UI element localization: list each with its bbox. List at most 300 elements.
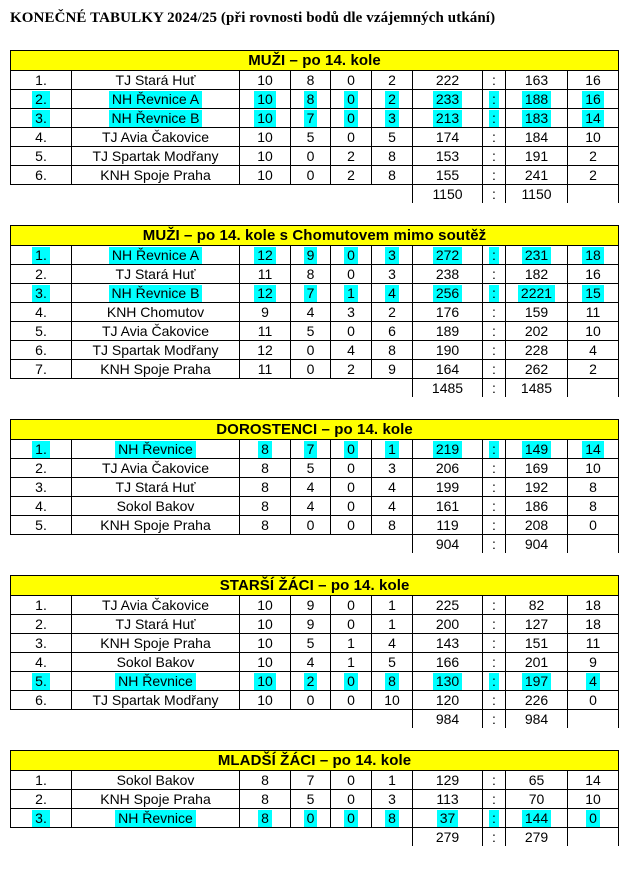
- cell-games: [240, 341, 291, 360]
- table-row: [11, 596, 619, 615]
- cell-losses: [372, 459, 413, 478]
- table-row: [11, 109, 619, 128]
- cell-text: 202: [524, 323, 549, 339]
- cell-score-for: [413, 360, 483, 379]
- cell-text: 262: [524, 361, 549, 377]
- cell-position: [11, 360, 72, 379]
- cell-text: 10: [585, 791, 601, 807]
- cell-draws: [331, 790, 372, 809]
- cell-text: 0: [306, 148, 315, 164]
- cell-text: 3.: [35, 479, 47, 495]
- cell-losses: [372, 322, 413, 341]
- cell-team: [72, 615, 240, 634]
- total-score-for: 904: [413, 535, 483, 554]
- table-row: [11, 360, 619, 379]
- cell-colon: [483, 109, 506, 128]
- cell-games: [240, 615, 291, 634]
- cell-games: [240, 672, 291, 691]
- cell-wins: [291, 128, 331, 147]
- table-row: [11, 90, 619, 109]
- cell-position: [11, 653, 72, 672]
- total-colon: :: [483, 185, 506, 204]
- cell-losses: [372, 634, 413, 653]
- cell-text: :: [492, 517, 496, 533]
- cell-losses: [372, 360, 413, 379]
- cell-text: 1: [347, 635, 355, 651]
- cell-team: [72, 109, 240, 128]
- cell-text: TJ Spartak Modřany: [92, 692, 219, 708]
- cell-text: 14: [582, 441, 604, 458]
- cell-position: [11, 90, 72, 109]
- cell-draws: [331, 284, 372, 303]
- table-row: [11, 653, 619, 672]
- cell-text: 2: [589, 167, 597, 183]
- cell-text: 231: [522, 247, 551, 264]
- cell-text: 4.: [35, 498, 47, 514]
- cell-text: 0: [589, 517, 597, 533]
- cell-text: 11: [257, 266, 273, 282]
- cell-text: 8: [261, 772, 269, 788]
- cell-games: [240, 634, 291, 653]
- cell-text: 8: [385, 810, 399, 827]
- table-body: [11, 71, 619, 185]
- cell-text: 8: [388, 148, 396, 164]
- cell-text: 3: [388, 266, 396, 282]
- cell-score-against: [506, 147, 568, 166]
- cell-score-for: [413, 672, 483, 691]
- cell-text: Sokol Bakov: [116, 654, 195, 670]
- cell-text: 11: [257, 323, 273, 339]
- total-score-against: 904: [506, 535, 568, 554]
- cell-score-for: [413, 90, 483, 109]
- cell-games: [240, 497, 291, 516]
- cell-text: :: [492, 342, 496, 358]
- cell-score-for: [413, 691, 483, 710]
- cell-text: 4: [589, 342, 597, 358]
- cell-text: NH Řevnice B: [109, 110, 203, 127]
- cell-score-against: [506, 71, 568, 90]
- cell-text: 15: [582, 285, 604, 302]
- table-row: [11, 615, 619, 634]
- cell-losses: [372, 246, 413, 265]
- cell-text: 16: [585, 72, 601, 88]
- cell-score-against: [506, 128, 568, 147]
- cell-text: 199: [435, 479, 460, 495]
- cell-text: 272: [433, 247, 462, 264]
- cell-text: 8: [261, 517, 269, 533]
- cell-text: 228: [524, 342, 549, 358]
- cell-colon: [483, 691, 506, 710]
- cell-draws: [331, 71, 372, 90]
- cell-text: 0: [306, 361, 315, 377]
- document-title: KONEČNÉ TABULKY 2024/25 (při rovnosti bodů dle vzájemných utkání): [10, 10, 496, 26]
- cell-text: 5: [306, 791, 315, 807]
- cell-text: 208: [524, 517, 549, 533]
- cell-text: KNH Chomutov: [106, 304, 205, 320]
- cell-draws: [331, 634, 372, 653]
- cell-text: 1.: [35, 597, 47, 613]
- cell-text: 241: [524, 167, 549, 183]
- cell-text: TJ Stará Huť: [115, 72, 196, 88]
- cell-text: 1: [388, 772, 396, 788]
- total-score-against: 1485: [506, 379, 568, 398]
- cell-text: 5.: [35, 148, 47, 164]
- cell-wins: [291, 147, 331, 166]
- cell-wins: [291, 653, 331, 672]
- cell-score-against: [506, 615, 568, 634]
- cell-score-against: [506, 634, 568, 653]
- table-row: [11, 265, 619, 284]
- cell-score-against: [506, 596, 568, 615]
- table-row: [11, 341, 619, 360]
- cell-text: :: [492, 167, 496, 183]
- cell-text: 153: [435, 148, 460, 164]
- cell-score-against: [506, 303, 568, 322]
- cell-text: 1.: [32, 441, 50, 458]
- cell-text: 5: [306, 129, 315, 145]
- cell-text: 219: [433, 441, 462, 458]
- cell-wins: [291, 634, 331, 653]
- cell-games: [240, 246, 291, 265]
- cell-text: 10: [585, 460, 601, 476]
- cell-text: 11: [585, 635, 601, 651]
- cell-score-against: [506, 771, 568, 790]
- cell-position: [11, 265, 72, 284]
- total-spacer: [11, 710, 413, 729]
- cell-text: TJ Stará Huť: [115, 266, 196, 282]
- cell-score-for: [413, 71, 483, 90]
- table-body: [11, 246, 619, 379]
- cell-losses: [372, 672, 413, 691]
- cell-text: :: [489, 247, 499, 264]
- cell-text: 2.: [32, 91, 50, 108]
- cell-text: 5: [306, 460, 315, 476]
- cell-colon: [483, 497, 506, 516]
- cell-text: 2: [347, 148, 355, 164]
- cell-wins: [291, 322, 331, 341]
- cell-draws: [331, 360, 372, 379]
- cell-draws: [331, 478, 372, 497]
- cell-text: 159: [524, 304, 549, 320]
- cell-text: 12: [257, 342, 273, 358]
- cell-text: 201: [524, 654, 549, 670]
- cell-wins: [291, 615, 331, 634]
- cell-position: [11, 596, 72, 615]
- cell-position: [11, 71, 72, 90]
- cell-text: :: [492, 72, 496, 88]
- cell-text: NH Řevnice: [115, 810, 196, 827]
- cell-text: 4.: [35, 654, 47, 670]
- cell-games: [240, 596, 291, 615]
- cell-position: [11, 109, 72, 128]
- cell-text: 1: [385, 441, 399, 458]
- cell-text: 0: [344, 673, 358, 690]
- league-table: [10, 50, 619, 203]
- cell-points: [568, 284, 619, 303]
- table-row: [11, 128, 619, 147]
- cell-draws: [331, 691, 372, 710]
- cell-position: [11, 284, 72, 303]
- table-title: MUŽI – po 14. kole: [11, 51, 619, 71]
- cell-colon: [483, 771, 506, 790]
- cell-text: 4: [385, 285, 399, 302]
- cell-text: 3: [347, 304, 355, 320]
- cell-score-for: [413, 459, 483, 478]
- total-points-empty: [568, 185, 619, 204]
- cell-games: [240, 653, 291, 672]
- cell-text: 0: [347, 479, 355, 495]
- cell-draws: [331, 246, 372, 265]
- cell-text: 0: [347, 129, 355, 145]
- cell-losses: [372, 478, 413, 497]
- cell-text: 188: [522, 91, 551, 108]
- cell-text: 184: [524, 129, 549, 145]
- cell-text: 4: [306, 498, 315, 514]
- cell-text: 8: [388, 167, 396, 183]
- cell-losses: [372, 497, 413, 516]
- cell-text: 2: [347, 167, 355, 183]
- table-row: [11, 516, 619, 535]
- cell-text: 0: [347, 692, 355, 708]
- table-row: [11, 809, 619, 828]
- cell-text: :: [492, 616, 496, 632]
- cell-text: :: [492, 266, 496, 282]
- cell-text: 8: [258, 810, 272, 827]
- cell-losses: [372, 809, 413, 828]
- cell-games: [240, 90, 291, 109]
- cell-text: 197: [522, 673, 551, 690]
- cell-score-against: [506, 360, 568, 379]
- cell-games: [240, 440, 291, 459]
- total-spacer: [11, 828, 413, 847]
- cell-draws: [331, 596, 372, 615]
- cell-text: 10: [257, 167, 273, 183]
- cell-text: 70: [528, 791, 545, 807]
- cell-position: [11, 246, 72, 265]
- cell-text: 192: [524, 479, 549, 495]
- cell-points: [568, 459, 619, 478]
- total-colon: :: [483, 828, 506, 847]
- cell-text: :: [492, 654, 496, 670]
- cell-draws: [331, 497, 372, 516]
- cell-text: 1.: [35, 72, 47, 88]
- cell-position: [11, 790, 72, 809]
- cell-text: 4: [586, 673, 600, 690]
- cell-draws: [331, 265, 372, 284]
- cell-wins: [291, 809, 331, 828]
- cell-wins: [291, 478, 331, 497]
- cell-score-against: [506, 809, 568, 828]
- total-score-against: 279: [506, 828, 568, 847]
- cell-text: 155: [435, 167, 460, 183]
- cell-losses: [372, 615, 413, 634]
- cell-team: [72, 790, 240, 809]
- cell-text: NH Řevnice: [115, 673, 196, 690]
- cell-wins: [291, 790, 331, 809]
- cell-losses: [372, 771, 413, 790]
- cell-score-for: [413, 653, 483, 672]
- cell-text: 0: [304, 810, 318, 827]
- cell-text: 0: [347, 597, 355, 613]
- cell-points: [568, 672, 619, 691]
- cell-points: [568, 246, 619, 265]
- cell-text: 10: [254, 110, 276, 127]
- cell-text: KNH Spoje Praha: [100, 791, 211, 807]
- cell-text: 18: [585, 597, 601, 613]
- cell-text: :: [492, 479, 496, 495]
- cell-colon: [483, 90, 506, 109]
- cell-colon: [483, 265, 506, 284]
- cell-text: 238: [435, 266, 460, 282]
- cell-text: 8: [261, 479, 269, 495]
- cell-wins: [291, 497, 331, 516]
- cell-colon: [483, 596, 506, 615]
- cell-text: 0: [344, 810, 358, 827]
- cell-text: 2: [388, 304, 396, 320]
- cell-score-for: [413, 771, 483, 790]
- cell-text: 12: [254, 247, 276, 264]
- cell-position: [11, 516, 72, 535]
- cell-text: 8: [589, 498, 597, 514]
- cell-games: [240, 771, 291, 790]
- cell-team: [72, 128, 240, 147]
- cell-text: TJ Avia Čakovice: [101, 597, 210, 613]
- cell-losses: [372, 128, 413, 147]
- total-score-for: 279: [413, 828, 483, 847]
- cell-losses: [372, 71, 413, 90]
- cell-wins: [291, 71, 331, 90]
- cell-score-for: [413, 303, 483, 322]
- cell-points: [568, 478, 619, 497]
- cell-text: 0: [306, 692, 315, 708]
- cell-losses: [372, 440, 413, 459]
- cell-text: 9: [304, 247, 318, 264]
- cell-points: [568, 71, 619, 90]
- cell-losses: [372, 516, 413, 535]
- cell-score-for: [413, 147, 483, 166]
- cell-points: [568, 634, 619, 653]
- cell-text: :: [492, 323, 496, 339]
- total-spacer: [11, 535, 413, 554]
- cell-team: [72, 672, 240, 691]
- cell-games: [240, 71, 291, 90]
- cell-text: 10: [257, 129, 273, 145]
- cell-text: 5.: [35, 517, 47, 533]
- cell-text: 6.: [35, 167, 47, 183]
- cell-text: 4: [306, 479, 315, 495]
- cell-games: [240, 790, 291, 809]
- cell-text: :: [492, 692, 496, 708]
- cell-text: Sokol Bakov: [116, 498, 195, 514]
- cell-position: [11, 166, 72, 185]
- cell-score-for: [413, 166, 483, 185]
- cell-text: :: [492, 148, 496, 164]
- cell-text: 11: [585, 304, 601, 320]
- cell-draws: [331, 440, 372, 459]
- cell-score-for: [413, 109, 483, 128]
- cell-text: 7: [304, 441, 318, 458]
- cell-wins: [291, 596, 331, 615]
- cell-text: 213: [433, 110, 462, 127]
- cell-text: 0: [589, 692, 597, 708]
- cell-points: [568, 90, 619, 109]
- cell-team: [72, 90, 240, 109]
- cell-draws: [331, 516, 372, 535]
- cell-text: 4.: [35, 129, 47, 145]
- cell-draws: [331, 341, 372, 360]
- cell-text: 3.: [32, 810, 50, 827]
- cell-points: [568, 516, 619, 535]
- cell-text: KNH Spoje Praha: [100, 517, 211, 533]
- cell-wins: [291, 265, 331, 284]
- cell-text: 176: [435, 304, 460, 320]
- cell-text: 186: [524, 498, 549, 514]
- cell-colon: [483, 459, 506, 478]
- cell-position: [11, 634, 72, 653]
- cell-text: 9: [261, 304, 269, 320]
- cell-text: 7: [304, 110, 318, 127]
- cell-draws: [331, 147, 372, 166]
- cell-draws: [331, 128, 372, 147]
- cell-score-against: [506, 478, 568, 497]
- cell-draws: [331, 653, 372, 672]
- total-row: [11, 379, 619, 398]
- cell-losses: [372, 166, 413, 185]
- cell-games: [240, 109, 291, 128]
- table-row: [11, 634, 619, 653]
- cell-position: [11, 771, 72, 790]
- cell-score-for: [413, 322, 483, 341]
- cell-wins: [291, 459, 331, 478]
- cell-points: [568, 109, 619, 128]
- cell-text: :: [489, 441, 499, 458]
- cell-text: 3: [385, 247, 399, 264]
- cell-text: 0: [347, 498, 355, 514]
- cell-team: [72, 771, 240, 790]
- cell-text: NH Řevnice: [115, 441, 196, 458]
- cell-draws: [331, 809, 372, 828]
- cell-text: 222: [435, 72, 460, 88]
- cell-score-against: [506, 790, 568, 809]
- cell-wins: [291, 771, 331, 790]
- cell-text: 189: [435, 323, 460, 339]
- cell-text: 9: [589, 654, 597, 670]
- cell-text: 174: [435, 129, 460, 145]
- cell-text: 120: [435, 692, 460, 708]
- cell-text: 2.: [35, 616, 47, 632]
- cell-text: 8: [306, 266, 315, 282]
- cell-text: KNH Spoje Praha: [100, 361, 211, 377]
- cell-team: [72, 246, 240, 265]
- table-row: [11, 166, 619, 185]
- cell-text: 10: [384, 692, 400, 708]
- total-spacer: [11, 185, 413, 204]
- cell-text: 0: [347, 323, 355, 339]
- cell-text: 2221: [518, 285, 555, 302]
- cell-team: [72, 303, 240, 322]
- cell-text: 5: [306, 635, 315, 651]
- cell-text: :: [492, 498, 496, 514]
- cell-wins: [291, 109, 331, 128]
- cell-text: 10: [585, 129, 601, 145]
- cell-points: [568, 322, 619, 341]
- cell-losses: [372, 691, 413, 710]
- cell-draws: [331, 615, 372, 634]
- cell-score-for: [413, 341, 483, 360]
- cell-points: [568, 596, 619, 615]
- total-row: [11, 535, 619, 554]
- table-row: [11, 478, 619, 497]
